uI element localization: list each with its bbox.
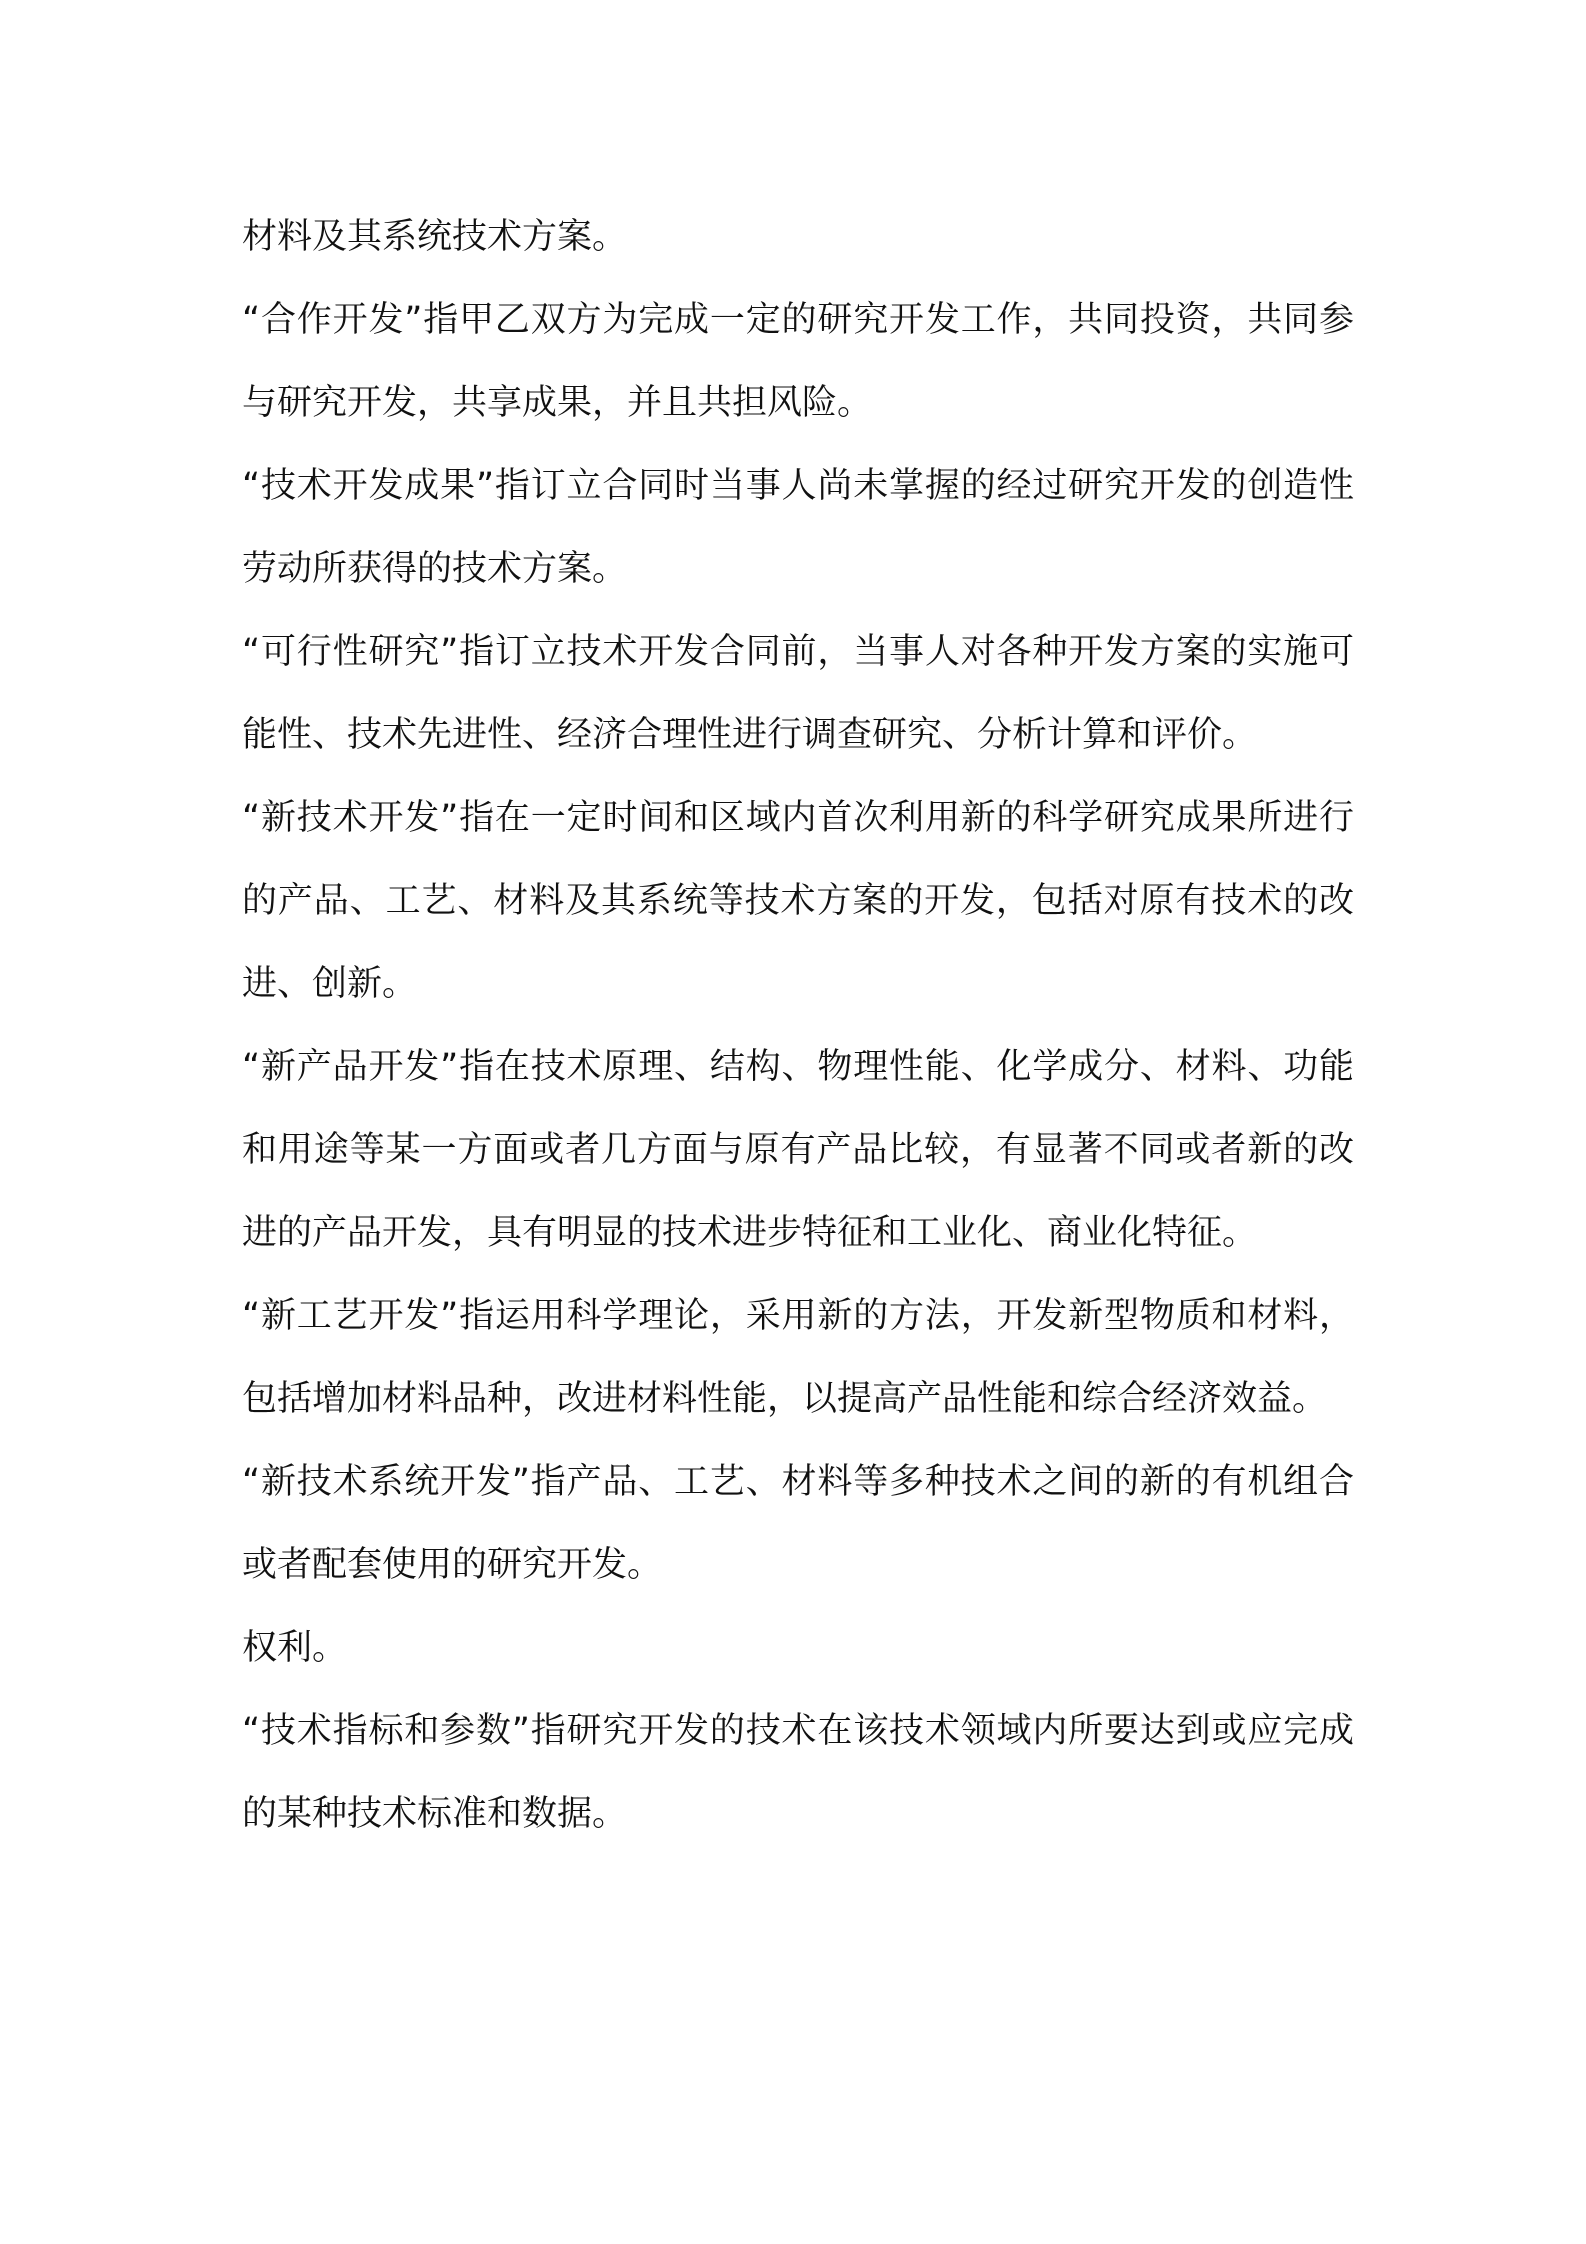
- paragraph-4: “可行性研究”指订立技术开发合同前，当事人对各种开发方案的实施可能性、技术先进性、经济合理性进行调查研究、分析计算和评价。: [242, 632, 1354, 755]
- paragraph-9: 权利。: [242, 1628, 348, 1668]
- paragraph-1: 材料及其系统技术方案。: [242, 217, 628, 257]
- document-body: [242, 196, 1354, 1856]
- paragraph-2: “合作开发”指甲乙双方为完成一定的研究开发工作，共同投资，共同参与研究开发，共享成果，并且共担风险。: [242, 300, 1354, 423]
- paragraph-6: “新产品开发”指在技术原理、结构、物理性能、化学成分、材料、功能和用途等某一方面或者几方面与原有产品比较，有显著不同或者新的改进的产品开发，具有明显的技术进步特征和工业化、商业化特征。: [242, 1047, 1354, 1253]
- paragraph-5: “新技术开发”指在一定时间和区域内首次利用新的科学研究成果所进行的产品、工艺、材料及其系统等技术方案的开发，包括对原有技术的改进、创新。: [242, 798, 1354, 1004]
- paragraph-10: “技术指标和参数”指研究开发的技术在该技术领域内所要达到或应完成的某种技术标准和数据。: [242, 1711, 1354, 1834]
- paragraph-3: “技术开发成果”指订立合同时当事人尚未掌握的经过研究开发的创造性劳动所获得的技术方案。: [242, 466, 1354, 589]
- paragraph-8: “新技术系统开发”指产品、工艺、材料等多种技术之间的新的有机组合或者配套使用的研究开发。: [242, 1462, 1354, 1585]
- paragraph-7: “新工艺开发”指运用科学理论，采用新的方法，开发新型物质和材料，包括增加材料品种，改进材料性能，以提高产品性能和综合经济效益。: [242, 1296, 1354, 1419]
